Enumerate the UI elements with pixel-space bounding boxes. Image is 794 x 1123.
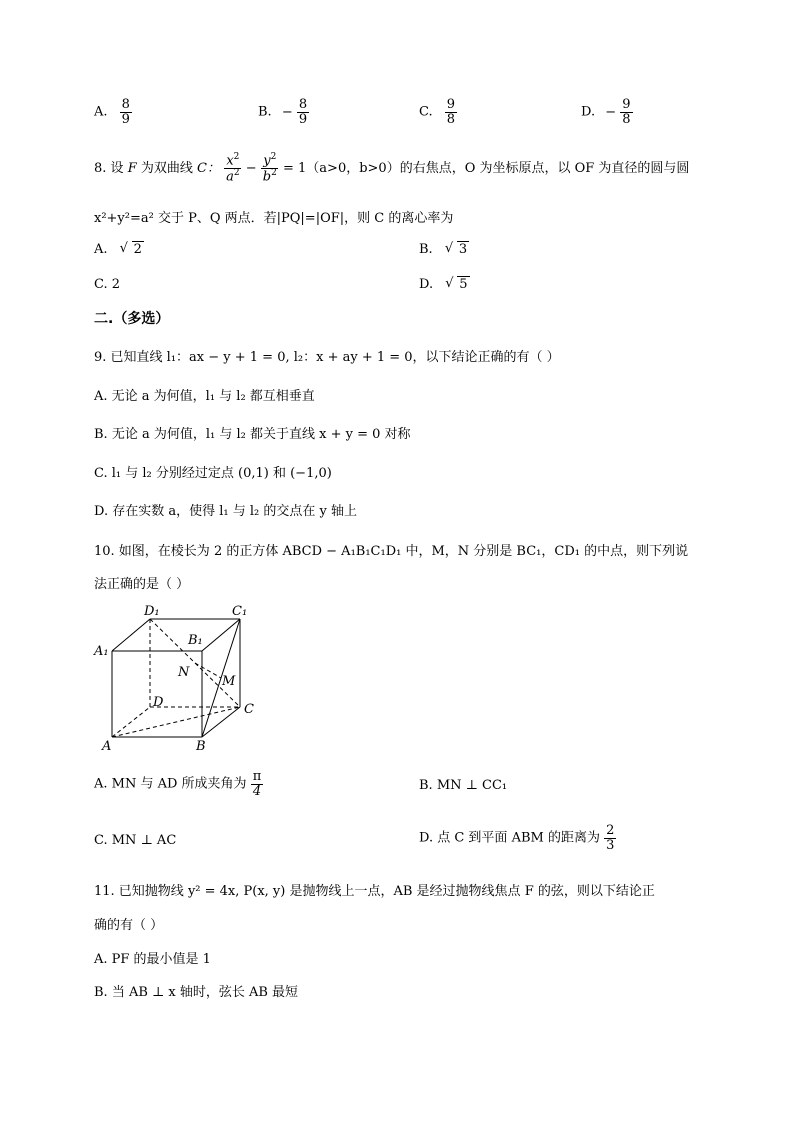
q7-option-b: B. − $\frac{8}{9}$ [258, 97, 308, 127]
q9-stem: 9. 已知直线 l₁：ax − y + 1 = 0, l₂：x + ay + 1 = 0，以下结论正确的有（ ） [94, 350, 560, 365]
q8-fraction-y: $\frac{y^2}{b^2}$ [262, 152, 277, 185]
q7-option-d: D. − $\frac{9}{8}$ [581, 97, 631, 127]
label-m: M [222, 674, 236, 689]
q9-option-d: D. 存在实数 a，使得 l₁ 与 l₂ 的交点在 y 轴上 [94, 504, 357, 519]
q10-option-c: C. MN ⊥ AC [94, 833, 177, 848]
q11-option-b: B. 当 AB ⊥ x 轴时，弦长 AB 最短 [94, 985, 299, 1000]
edge-a1d1 [112, 619, 150, 651]
label-a: A [102, 739, 112, 754]
edge-bc [202, 707, 240, 737]
label-d1: D₁ [144, 604, 160, 619]
q8-option-d: D. √ 5 [419, 277, 470, 292]
q7-option-a: A. $\frac{8}{9}$ [94, 97, 130, 127]
label-n: N [178, 665, 190, 680]
q8-stem-line1: 8. 设 F 为双曲线 C： $\frac{x^2}{a^2}$ − $\frac{y^2}{b^2}$ = 1（a>0，b>0）的右焦点，O 为坐标原点，以 OF 为直径的圆与圆 [94, 152, 690, 185]
label-b1: B₁ [188, 633, 203, 648]
q10-option-b: B. MN ⊥ CC₁ [419, 778, 508, 793]
q8-option-c: C. 2 [94, 277, 121, 292]
q10-option-a: A. MN 与 AD 所成夹角为 $\frac{\pi}{4}$ [94, 769, 262, 799]
q11-option-a: A. PF 的最小值是 1 [94, 952, 211, 967]
q9-option-a: A. 无论 a 为何值，l₁ 与 l₂ 都互相垂直 [94, 389, 315, 404]
q10-stem-line1: 10. 如图，在棱长为 2 的正方体 ABCD − A₁B₁C₁D₁ 中，M，N 分别是 BC₁，CD₁ 的中点，则下列说 [94, 544, 689, 559]
label-c: C [244, 702, 254, 717]
q11-stem-line2: 确的有（ ） [94, 918, 164, 933]
q11-stem-line1: 11. 已知抛物线 y² = 4x, P(x, y) 是抛物线上一点，AB 是经过抛物线焦点 F 的弦，则以下结论正 [94, 884, 655, 899]
cube-figure [90, 598, 270, 758]
q7-option-c: C. $\frac{9}{8}$ [419, 97, 456, 127]
edge-ad [112, 707, 150, 737]
q10-stem-line2: 法正确的是（ ） [94, 577, 190, 592]
label-c1: C₁ [232, 604, 248, 619]
q8-stem-line2: x²+y²=a² 交于 P、Q 两点．若|PQ|=|OF|，则 C 的离心率为 [94, 211, 454, 226]
q8-option-b: B. √ 3 [419, 242, 469, 257]
q9-option-c: C. l₁ 与 l₂ 分别经过定点 (0,1) 和 (−1,0) [94, 466, 332, 481]
label-a1: A₁ [94, 644, 109, 659]
q8-fraction-x: $\frac{x^2}{a^2}$ [226, 152, 240, 185]
label-b: B [196, 739, 206, 754]
q8-option-a: A. √ 2 [94, 242, 144, 257]
q10-option-d: D. 点 C 到平面 ABM 的距离为 $\frac{2}{3}$ [419, 823, 615, 853]
edge-b1c1 [202, 619, 240, 651]
q9-option-b: B. 无论 a 为何值，l₁ 与 l₂ 都关于直线 x + y = 0 对称 [94, 427, 411, 442]
segment-mn [195, 663, 221, 678]
section-title: 二.（多选） [94, 311, 170, 327]
label-d: D [153, 695, 164, 710]
